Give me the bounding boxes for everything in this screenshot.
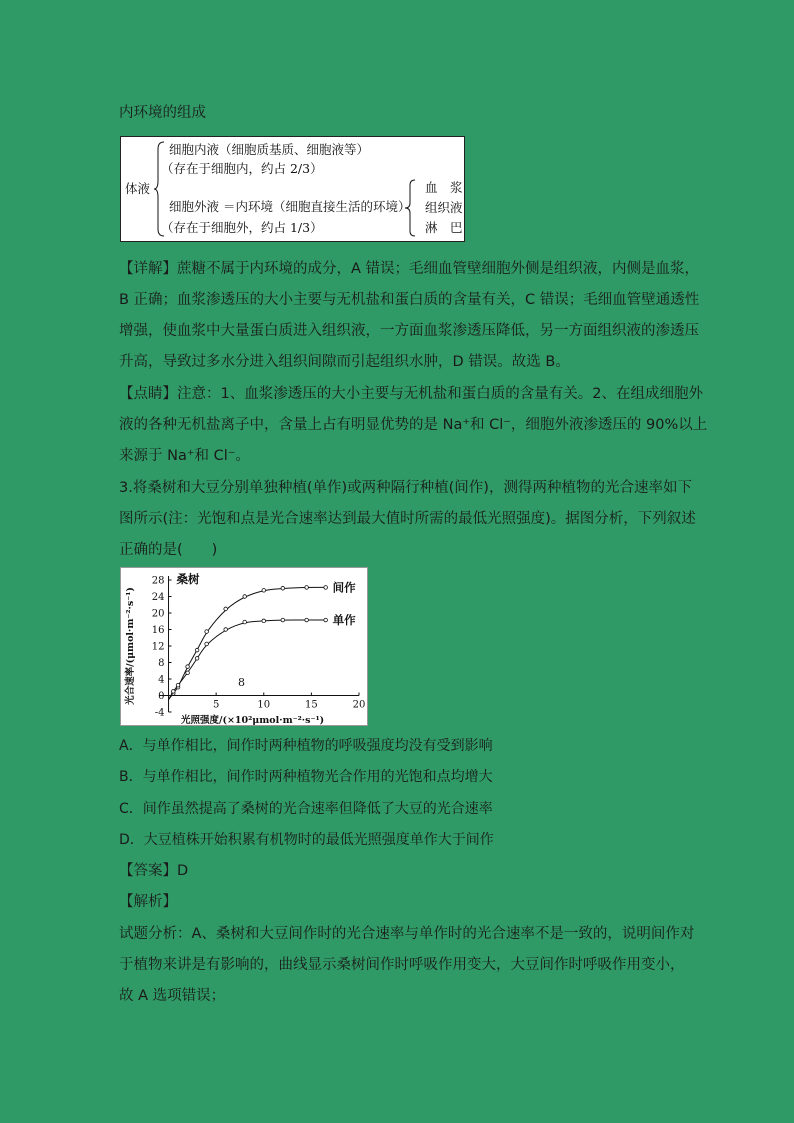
component-tissue-fluid: 组织液 bbox=[425, 200, 463, 215]
body-fluid-label: 体液 bbox=[125, 181, 151, 196]
detail-line-1: 【详解】蔗糖不属于内环境的成分，A 错误；毛细血管壁细胞外侧是组织液，内侧是血浆， bbox=[119, 261, 700, 277]
data-point bbox=[281, 618, 285, 622]
analysis-line-2: 于植物来讲是有影响的，曲线显示桑树间作时呼吸作用变大，大豆间作时呼吸作用变小， bbox=[119, 957, 685, 973]
x-tick-label: 10 bbox=[257, 699, 271, 711]
data-point bbox=[205, 630, 209, 634]
series-label: 间作 bbox=[332, 580, 356, 595]
series-line-intercrop bbox=[169, 587, 326, 699]
data-point bbox=[224, 628, 228, 632]
data-point bbox=[243, 595, 247, 599]
option-b: B．与单作相比，间作时两种植物光合作用的光饱和点均增大 bbox=[119, 769, 493, 785]
data-point bbox=[224, 607, 228, 611]
option-a: A．与单作相比，间作时两种植物的呼吸强度均没有受到影响 bbox=[119, 738, 493, 754]
tip-line-1: 【点睛】注意：1、血浆渗透压的大小主要与无机盐和蛋白质的含量有关。2、在组成细胞外 bbox=[119, 386, 703, 402]
tip-line-2: 液的各种无机盐离子中，含量上占有明显优势的是 Na⁺和 Cl⁻，细胞外液渗透压的 90%以上 bbox=[119, 417, 708, 433]
chart-title: 桑树 bbox=[176, 572, 200, 586]
y-tick-label: 8 bbox=[158, 658, 165, 669]
tip-line-3: 来源于 Na⁺和 Cl⁻。 bbox=[119, 448, 250, 464]
data-point bbox=[305, 586, 309, 590]
data-point bbox=[305, 618, 309, 622]
analysis-line-3: 故 A 选项错误； bbox=[119, 988, 226, 1004]
data-point bbox=[186, 665, 190, 669]
detail-line-2: B 正确；血浆渗透压的大小主要与无机盐和蛋白质的含量有关，C 错误；毛细血管壁通透性 bbox=[119, 292, 700, 308]
extracellular-line1: 细胞外液 ＝内环境（细胞直接生活的环境） bbox=[169, 199, 411, 214]
answer: 【答案】D bbox=[119, 863, 189, 879]
y-tick-label: 20 bbox=[151, 608, 165, 620]
data-point bbox=[281, 586, 285, 590]
data-point bbox=[324, 618, 328, 622]
data-point bbox=[195, 657, 199, 661]
data-point bbox=[243, 620, 247, 624]
x-tick-label: 15 bbox=[305, 699, 318, 711]
y-tick-label: -4 bbox=[154, 707, 165, 719]
data-point bbox=[176, 683, 180, 687]
chart-svg bbox=[121, 568, 367, 725]
data-point bbox=[171, 690, 175, 694]
intracellular-line2: （存在于细胞内，约占 2/3） bbox=[161, 161, 323, 176]
photosynthesis-chart bbox=[120, 567, 368, 726]
extracellular-line2: （存在于细胞外，约占 1/3） bbox=[161, 220, 323, 235]
x-tick-label: 5 bbox=[212, 699, 220, 711]
detail-line-4: 升高，导致过多水分进入组织间隙而引起组织水肿，D 错误。故选 B。 bbox=[119, 354, 570, 370]
y-tick-label: 4 bbox=[158, 674, 165, 686]
y-axis-label: 光合速率/(μmol·m⁻²·s⁻¹) bbox=[125, 587, 136, 705]
data-point bbox=[262, 619, 266, 623]
y-tick-label: 0 bbox=[158, 691, 165, 702]
y-tick-label: 16 bbox=[151, 625, 165, 636]
x-axis-label: 光照强度/(×10²μmol·m⁻²·s⁻¹) bbox=[181, 715, 325, 725]
intracellular-line1: 细胞内液（细胞质基质、细胞液等） bbox=[169, 142, 370, 157]
series-line-monocrop bbox=[169, 620, 326, 700]
analysis-line-1: 试题分析：A、桑树和大豆间作时的光合速率与单作时的光合速率不是一致的，说明间作对 bbox=[119, 926, 695, 942]
option-c: C．间作虽然提高了桑树的光合速率但降低了大豆的光合速率 bbox=[119, 801, 493, 817]
analysis-heading: 【解析】 bbox=[119, 894, 177, 910]
component-plasma: 血 浆 bbox=[425, 180, 463, 195]
right-brace-icon bbox=[404, 179, 416, 237]
data-point bbox=[195, 648, 199, 652]
option-d: D．大豆植株开始积累有机物时的最低光照强度单作大于间作 bbox=[119, 832, 494, 848]
y-tick-label: 12 bbox=[151, 641, 165, 653]
y-tick-label: 24 bbox=[151, 592, 165, 603]
heading: 内环境的组成 bbox=[119, 105, 206, 121]
body-fluid-table bbox=[120, 136, 465, 242]
panel-label: 8 bbox=[238, 676, 246, 690]
question-line-3: 正确的是( ) bbox=[119, 542, 218, 558]
question-line-1: 3.将桑树和大豆分别单独种植(单作)或两种隔行种植(间作)，测得两种植物的光合速率如下 bbox=[119, 480, 692, 496]
component-lymph: 淋 巴 bbox=[425, 220, 463, 235]
series-label: 单作 bbox=[332, 613, 356, 628]
data-point bbox=[186, 671, 190, 675]
x-tick-label: 20 bbox=[352, 699, 366, 711]
data-point bbox=[205, 642, 209, 646]
data-point bbox=[324, 586, 328, 590]
data-point bbox=[262, 589, 266, 593]
question-line-2: 图所示(注：光饱和点是光合速率达到最大值时所需的最低光照强度)。据图分析，下列叙述 bbox=[119, 511, 696, 527]
detail-line-3: 增强，使血浆中大量蛋白质进入组织液，一方面血浆渗透压降低，另一方面组织液的渗透压 bbox=[119, 323, 699, 339]
y-tick-label: 28 bbox=[151, 575, 165, 587]
